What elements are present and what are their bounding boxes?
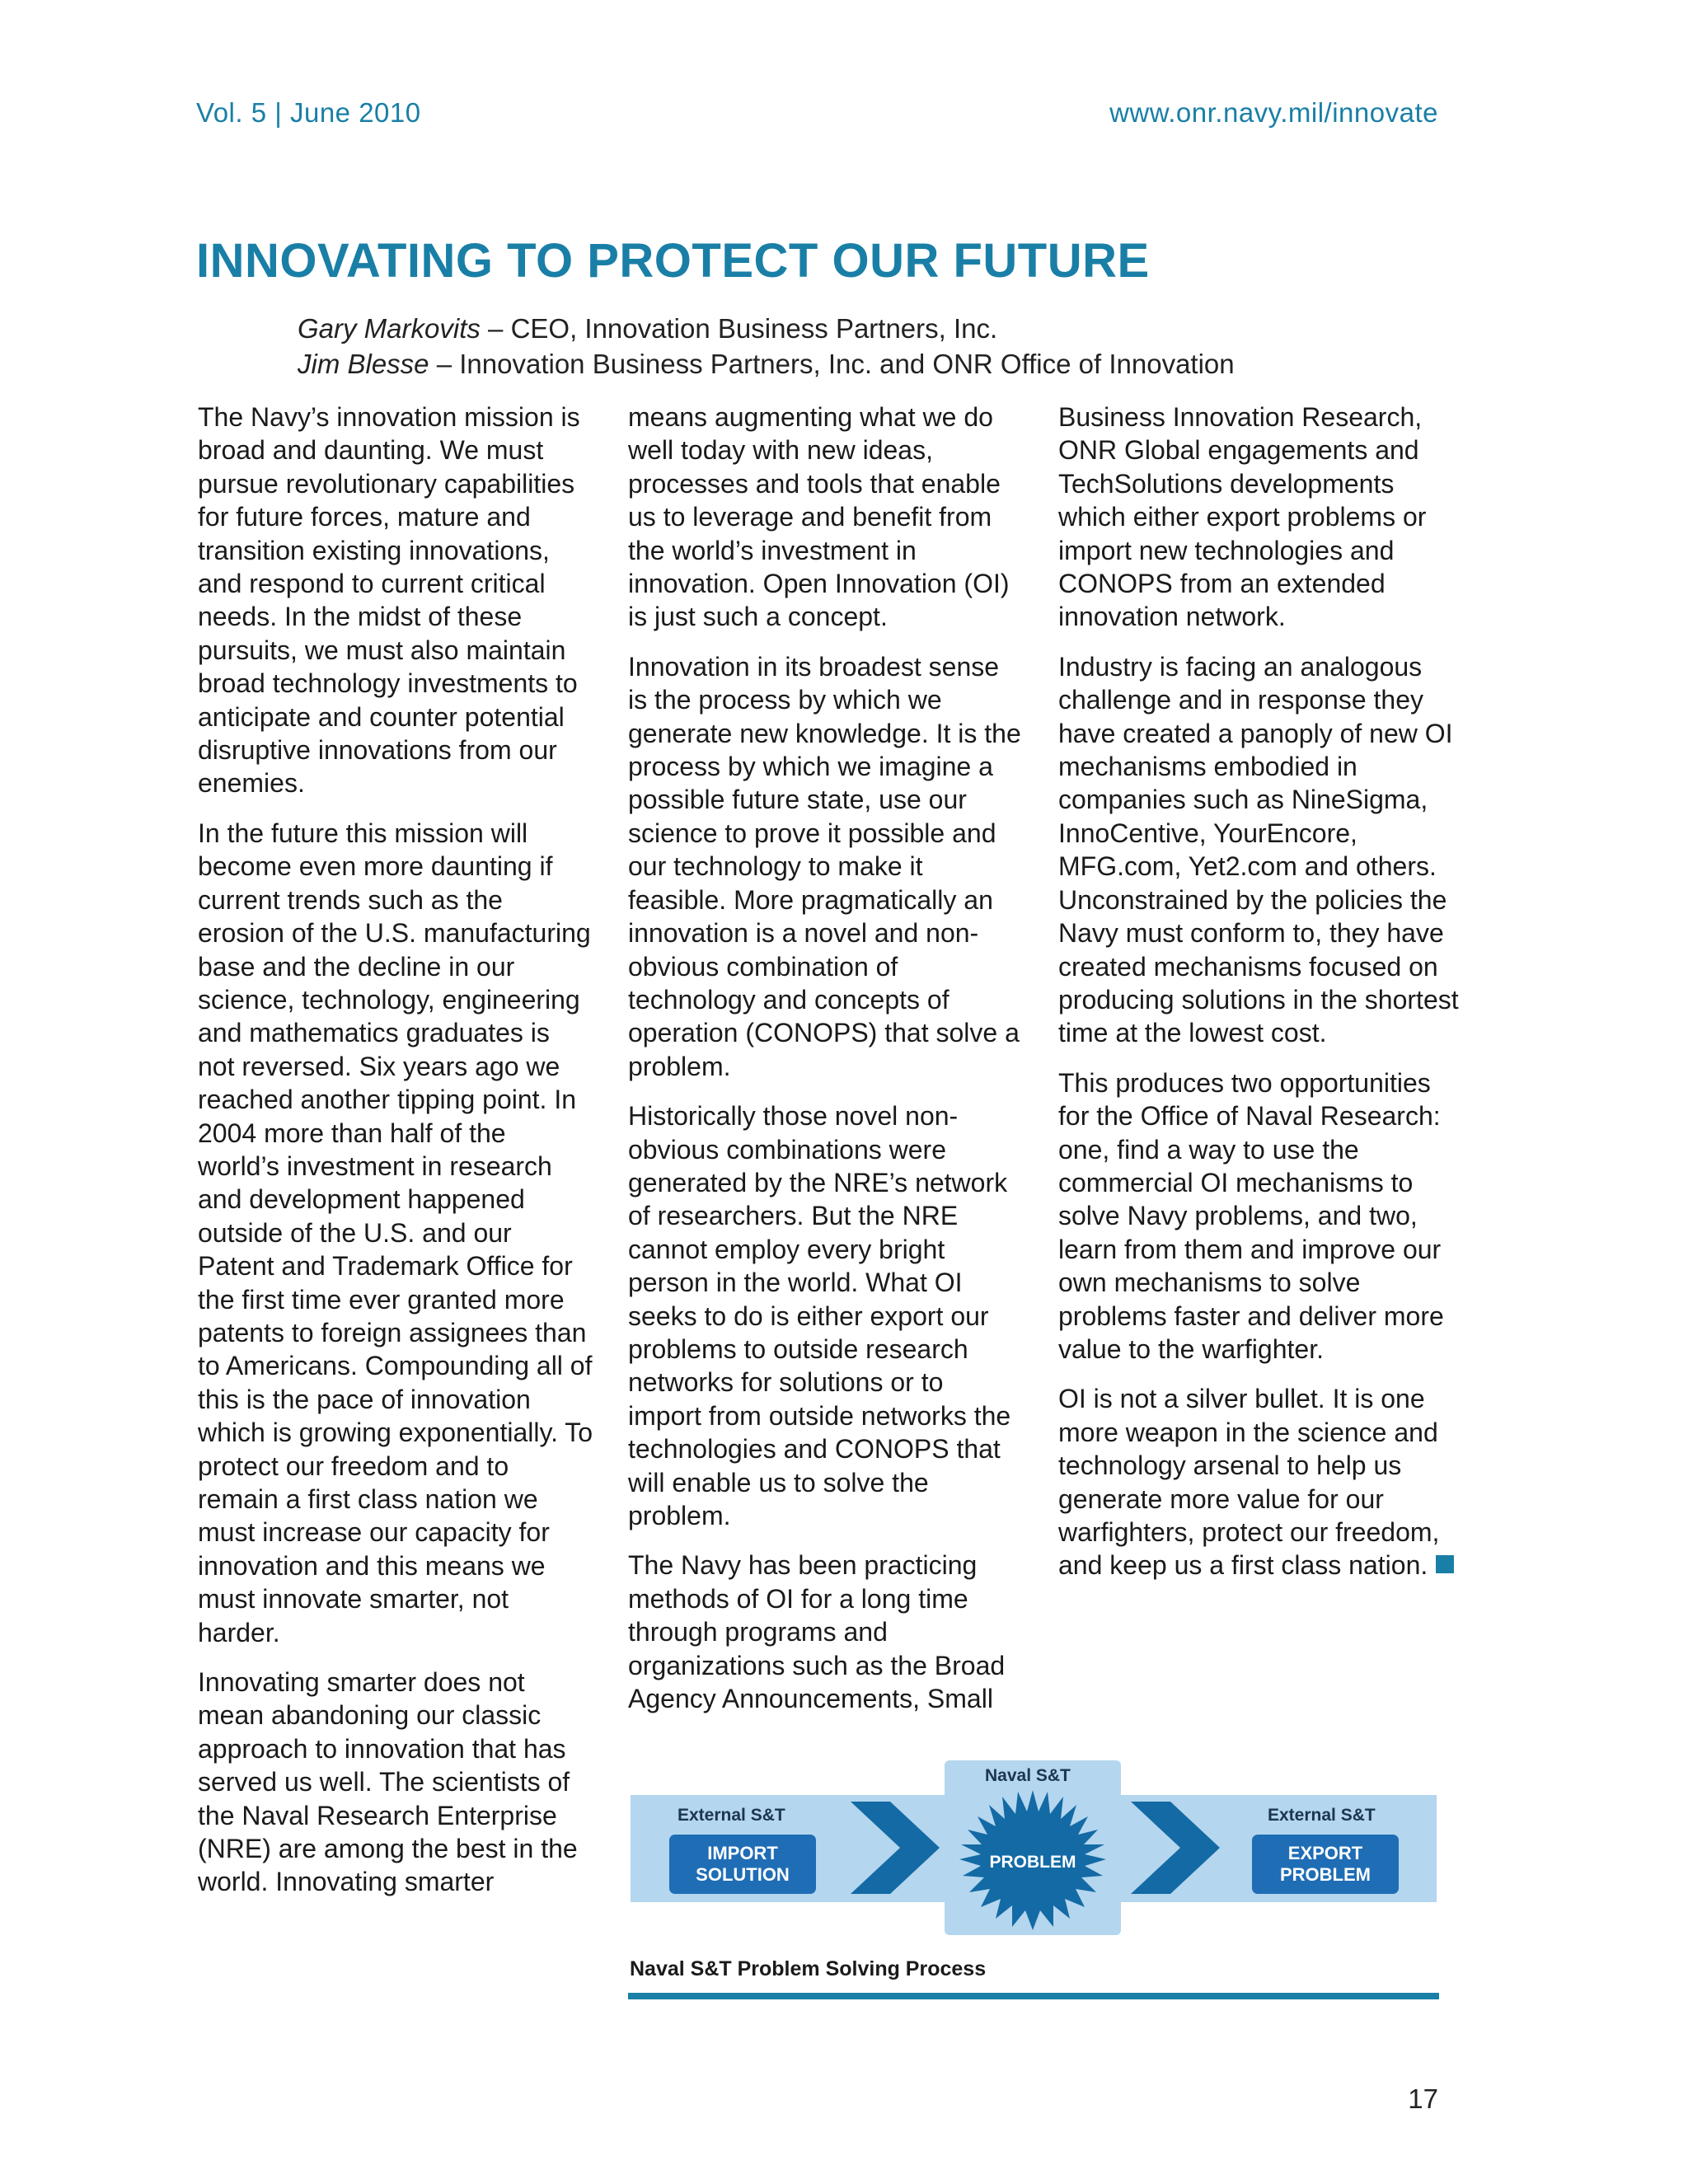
page-number: 17 [1408, 2083, 1438, 2114]
problem-label: PROBLEM [989, 1853, 1076, 1872]
paragraph: The Navy’s innovation mission is broad and daunting. We must pursue revolutionary capabilities for future forces, mature and transition existing innovations, and respond to current critical needs. In the midst of these pursuits, we must also maintain broad technology investments to anticipate and counter potential disruptive innovations from our enemies. [198, 402, 580, 799]
right-chevron-icon [1131, 1802, 1221, 1894]
left-panel-title: External S&T [678, 1806, 785, 1825]
paragraph: Historically those novel non-obvious combinations were generated by the NRE’s network of researchers. But the NRE cannot employ every bright person in the world. What OI seeks to do is either export our problems to outside research networks for solutions or to import from outside networks the technologies and CONOPS that will enable us to solve the problem. [628, 1101, 1011, 1530]
issue-label: Vol. 5 | June 2010 [196, 97, 421, 128]
right-chevron-icon [851, 1802, 941, 1894]
paragraph: Innovation in its broadest sense is the process by which we generate new knowledge. It is the process by which we imagine a possible future state, use our science to prove it possible and our technology to make it feasible. More pragmatically an innovation is a novel and non-obvious combination of technology and concepts of operation (CONOPS) that solve a problem. [628, 651, 1021, 1081]
import-solution-box: IMPORT SOLUTION [669, 1835, 816, 1894]
author-role: – CEO, Innovation Business Partners, Inc. [480, 313, 998, 344]
paragraph: Industry is facing an analogous challenge and in response they have created a panoply of new OI mechanisms embodied in companies such as NineSigma, InnoCentive, YourEncore, MFG.com, Yet2.com and others. Unconstrained by the policies the Navy must conform to, they have created mechanisms focused on producing solutions in the shortest time at the lowest cost. [1058, 651, 1459, 1048]
end-of-article-square-icon [1436, 1555, 1454, 1573]
text-column-1 [198, 401, 593, 1915]
text-column-2 [628, 401, 1024, 1732]
paragraph: Business Innovation Research, ONR Global engagements and TechSolutions developments which either export problems or import new technologies and CONOPS from an extended innovation network. [1058, 402, 1427, 632]
byline-1 [298, 313, 997, 344]
byline-2 [298, 349, 1235, 380]
export-problem-box: EXPORT PROBLEM [1252, 1835, 1399, 1894]
caption-rule [628, 1993, 1439, 1999]
article-title: INNOVATING TO PROTECT OUR FUTURE [196, 234, 1150, 288]
right-panel-title: External S&T [1268, 1806, 1376, 1825]
center-panel-title: Naval S&T [985, 1766, 1071, 1785]
paragraph: Innovating smarter does not mean abandoning our classic approach to innovation that has served us well. The scientists of the Naval Research Enterprise (NRE) are among the best in the world. Innovating smarter [198, 1667, 578, 1897]
author-name: Jim Blesse [298, 349, 429, 379]
paragraph: The Navy has been practicing methods of OI for a long time through programs and organizations such as the Broad Agency Announcements, Small [628, 1550, 1006, 1714]
author-name: Gary Markovits [298, 313, 481, 344]
author-role: – Innovation Business Partners, Inc. and ONR Office of Innovation [429, 349, 1235, 379]
paragraph-final [1058, 1382, 1462, 1582]
paragraph: In the future this mission will become even more daunting if current trends such as the erosion of the U.S. manufacturing base and the decline in our science, technology, engineering and mathematics graduates is not reversed. Six years ago we reached another tipping point. In 2004 more than half of the world’s investment in research and development happened outside of the U.S. and our Patent and Trademark Office for the first time ever granted more patents to foreign assignees than to Americans. Compounding all of this is the pace of innovation which is growing exponentially. To protect our freedom and to remain a first class nation we must increase our capacity for innovation and this means we must innovate smarter, not harder. [198, 818, 593, 1647]
website-url[interactable]: www.onr.navy.mil/innovate [1109, 97, 1438, 128]
text-column-3 [1058, 401, 1462, 1599]
figure-caption: Naval S&T Problem Solving Process [630, 1957, 987, 1980]
paragraph: This produces two opportunities for the Office of Naval Research: one, find a way to use the commercial OI mechanisms to solve Navy problems, and two, learn from them and improve our own mechanisms to solve problems faster and deliver more value to the warfighter. [1058, 1067, 1444, 1364]
paragraph-text: OI is not a silver bullet. It is one more weapon in the science and technology arsenal to help us generate more value for our warfighters, protect our freedom, and keep us a first class nation. [1058, 1384, 1440, 1581]
paragraph: means augmenting what we do well today with new ideas, processes and tools that enable us to leverage and benefit from the world’s investment in innovation. Open Innovation (OI) is just such a concept. [628, 402, 1010, 632]
